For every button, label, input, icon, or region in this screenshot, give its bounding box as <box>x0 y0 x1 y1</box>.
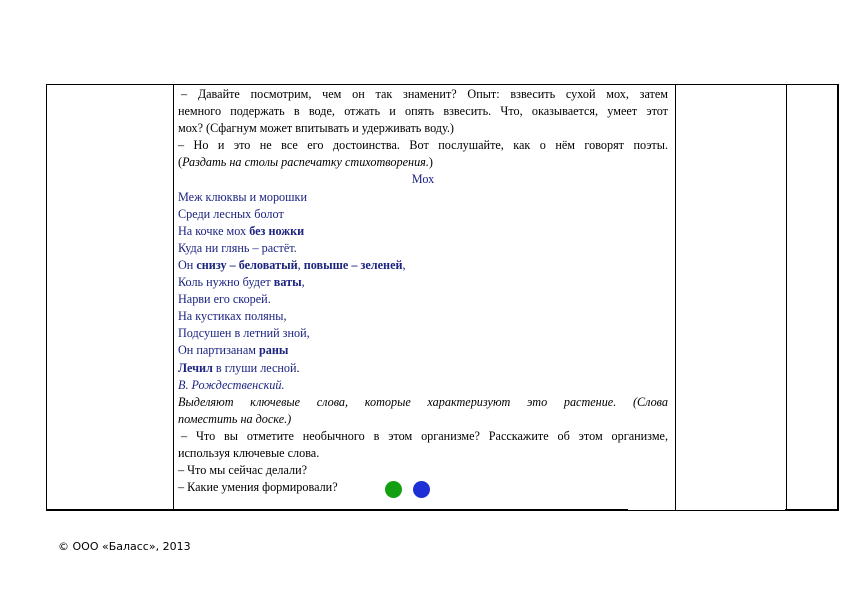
poem-line: Он снизу – беловатый, повыше – зеленей, <box>178 257 406 272</box>
text-line: – Какие умения формировали? <box>178 480 338 495</box>
poem-line: Подсушен в летний зной, <box>178 326 310 341</box>
lesson-text <box>178 86 668 496</box>
notes-column <box>675 85 787 510</box>
table-border <box>837 84 839 511</box>
poem-line: Коль нужно будет ваты, <box>178 275 305 290</box>
poem-line: Среди лесных болот <box>178 206 284 221</box>
poem-line: На кочке мох без ножки <box>178 223 305 238</box>
green-circle-icon <box>385 481 402 498</box>
poem-line: Нарви его скорей. <box>178 292 271 307</box>
poem-line: Куда ни глянь – растёт. <box>178 240 297 255</box>
poem-author: В. Рождественский. <box>178 377 285 392</box>
instruction-line: (Раздать на столы распечатку стихотворения.) <box>178 155 433 170</box>
blue-circle-icon <box>413 481 430 498</box>
lesson-table <box>46 84 839 511</box>
poem-line: Лечил в глуши лесной. <box>178 360 300 375</box>
table-border <box>785 509 839 511</box>
text-line: – Что вы отметите необычного в этом организме? Расскажите об этом организме, <box>181 428 668 443</box>
text-line: немного подержать в воде, отжать и опять взвесить. Что, оказывается, умеет этот <box>178 104 668 119</box>
text-line: используя ключевые слова. <box>178 445 320 460</box>
extra-column <box>786 85 839 510</box>
instruction-line: поместить на доске.) <box>178 411 292 426</box>
text-line: мох? (Сфагнум может впитывать и удерживать воду.) <box>178 121 454 136</box>
text-line: – Но и это не все его достоинства. Вот послушайте, как о нём говорят поэты. <box>178 138 668 153</box>
poem-line: Он партизанам раны <box>178 343 289 358</box>
text-line: – Что мы сейчас делали? <box>178 463 308 478</box>
stage-column <box>47 85 174 510</box>
text-line: – Давайте посмотрим, чем он так знаменит? Опыт: взвесить сухой мох, затем <box>181 87 668 101</box>
content-column <box>173 85 676 510</box>
instruction-line: Выделяют ключевые слова, которые характеризуют это растение. (Слова <box>178 394 668 409</box>
poem-line: На кустиках поляны, <box>178 309 287 324</box>
table-border <box>46 509 628 511</box>
poem-title: Мох <box>411 172 435 187</box>
poem-line: Меж клюквы и морошки <box>178 189 307 204</box>
copyright-footer: © ООО «Баласс», 2013 <box>58 540 191 553</box>
